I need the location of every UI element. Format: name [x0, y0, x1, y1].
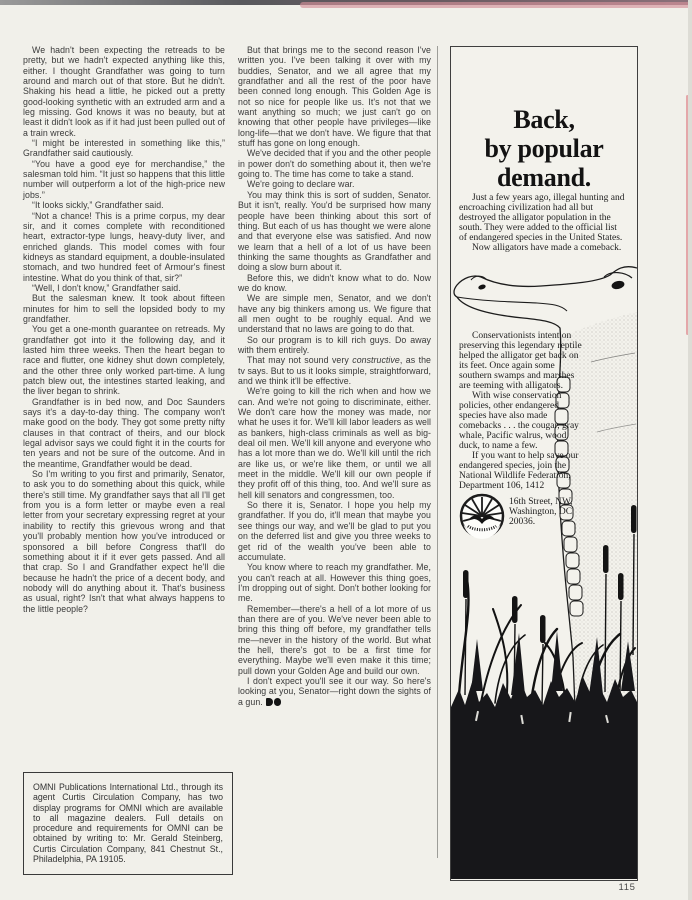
- ad-paragraph: With wise conservation policies, other endangered species have also made comebacks . . . the cougar, gray whale, Pacific walrus, wood duck, to name a few.: [459, 391, 579, 451]
- paragraph-text: I don't expect you'll see it our way. So here's looking at you, Senator—right down the sights of a gun.: [238, 675, 431, 707]
- ad-address-lines: [505, 493, 573, 527]
- address-line: 16th Street, NW,: [509, 497, 573, 507]
- end-of-article-icon: [266, 698, 281, 706]
- article-paragraph: We are simple men, Senator, and we don't have any big thinkers among us. We figure that all men ought to be roughly equal. And we understand that no laws are going to do that.: [238, 293, 431, 335]
- ad-body-copy: [459, 331, 585, 539]
- article-paragraph: [238, 676, 431, 707]
- publisher-info-box: OMNI Publications International Ltd., through its agent Curtis Circulation Company, has two display programs for OMNI which are available to all magazine dealers. Full details on procedure and requirements for OMNI can be obtained by writing to: Mr. Gerald Steinberg, Curtis Circulation Company, 841 Chestnut St., Philadelphia, PA 19105.: [23, 772, 233, 875]
- ad-headline-line: Back,: [513, 105, 575, 134]
- column-divider: [437, 46, 438, 858]
- ad-paragraph: If you want to help save our endangered species, join the National Wildlife Federation, Department 106, 1412: [459, 451, 579, 491]
- paragraph-text: That may not sound very: [247, 355, 353, 366]
- ad-paragraph: Conservationists intent on preserving this legendary reptile helped the alligator get back on its feet. Once again some southern swamps and marshes are teeming with alligators.: [459, 331, 582, 391]
- article-paragraph: Remember—there's a hell of a lot more of us than there are of you. We've never been able to bring this thing off before, my grandfather tells me—never in the history of the world. But what the hell, there's got to be a first time for everything. Maybe we'll even make it this time; pull down your Golden Age and build our own.: [238, 603, 431, 676]
- article-paragraph: Grandfather is in bed now, and Doc Saunders says it's a day-to-day thing. The company won't make good on the body. They got some pretty nifty clauses in that contract of theirs, and our block legal advisor says we could fight it in the courts for ten years and not be sure of the outcome. And in the meantime, Grandfather would be dead.: [23, 396, 225, 469]
- italic-word: constructive: [352, 355, 400, 366]
- article-paragraph: “Well, I don't know,” Grandfather said.: [32, 282, 181, 293]
- ad-intro-copy: [459, 193, 627, 253]
- article-paragraph: “You have a good eye for merchandise,” the salesman told him. “It just so happens that this little number will outperform a lot of the high-price new jobs.”: [23, 158, 225, 200]
- nwf-logo-icon: [459, 493, 505, 539]
- ad-paragraph: Now alligators have made a comeback.: [472, 243, 622, 253]
- article-paragraph: We're going to kill the rich when and how we can. And we're not going to discriminate, either. We don't care how the money was made, nor what he uses it for. We'll kill labor leaders as well as bankers, high-class criminals as well as big-deal oil men. We'll kill anyone and everyone who has a lot more than we do. We'll kill until the rich are like us, or we're like them, or until we all meet in the middle. We'll kill our own people if they profit off of this thing, too. And we'll sure as hell kill senators and congressmen, too.: [238, 386, 431, 500]
- article-paragraph: You may think this is sort of sudden, Senator. But it isn't, really. You'd be surprised how many people have been thinking about this sort of thing. But each of us has thought we were alone and that everyone else was satisfied. And now we learn that a hell of a lot of us have been thinking the same thoughts as Grandfather and doing a slow burn about it.: [238, 189, 431, 273]
- scan-artifact-edge: [688, 0, 692, 900]
- article-paragraph: We've decided that if you and the other people in power don't do something about it, then we're going to. The time has come to take a stand.: [238, 148, 431, 180]
- article-column-2: [238, 45, 431, 707]
- article-paragraph: So there it is, Senator. I hope you help my grandfather. If you do, it'll mean that maybe you see things our way, and we'll be glad to put you on the deferred list and give you three weeks to get rid of the wealth you've been able to accumulate.: [238, 500, 431, 562]
- article-paragraph: So I'm writing to you first and primarily, Senator, to ask you to do something about this quick, while there's still time. My grandfather says that all I'll get from you is a form letter or maybe even a real letter from your secretary expressing regret at your inability to rectify this grievous wrong and that you'll probably mention how you've introduced or sponsored a bill before Congress that'll do something about it if it ever gets passed. And all that crap. So I and Grandfather expect he'll die because he hadn't the price of a decent body, and nobody will do anything about it. That's business as usual, right? Isn't that what always happens to the little people?: [23, 469, 225, 614]
- article-paragraph: You get a one-month guarantee on retreads. My grandfather got into it the following day, and it lasted him three weeks. Then the heart began to race and flutter, one kidney shut down completely, and the other three only worked part-time. A lung patch blew out, the intestines started leaking, and the liver began to shrink.: [23, 324, 225, 397]
- article-paragraph: But the salesman knew. It took about fifteen minutes for him to sell the lopsided body to my grandfather.: [23, 293, 225, 324]
- article-paragraph: We hadn't been expecting the retreads to be pretty, but we hadn't expected anything like this, either. I thought Grandfather was going to turn around and march out of that store. But he didn't. Shaking his head a little, he picked out a pretty good-looking synthetic with an extruded arm and a leg missing. God knows it was no beauty, but at least it didn't look as if it had just been pulled out of a train wreck.: [23, 45, 225, 138]
- paragraph-text: , as the tv says. But to us it looks simple, straightforward, and we think it'll be effective.: [238, 355, 431, 386]
- ad-headline-line: by popular: [484, 134, 604, 163]
- address-line: 20036.: [509, 517, 536, 527]
- article-paragraph: [238, 355, 431, 386]
- address-line: Washington, DC: [509, 507, 573, 517]
- ad-paragraph: Just a few years ago, illegal hunting and encroaching civilization had all but destroyed the alligator population in the south. They were added to the official list of endangered species in the United States.: [459, 193, 625, 243]
- article-paragraph: Before this, we didn't know what to do. Now we do know.: [238, 272, 431, 293]
- article-paragraph: “I might be interested in something like this,” Grandfather said cautiously.: [23, 138, 225, 159]
- ad-address-block: [459, 493, 585, 539]
- article-paragraph: “It looks sickly,” Grandfather said.: [32, 200, 164, 211]
- article-column-1: [23, 45, 225, 614]
- article-paragraph: We're going to declare war.: [247, 179, 355, 190]
- ad-headline-line: demand.: [497, 163, 591, 192]
- page-number: 115: [618, 882, 636, 893]
- article-paragraph: But that brings me to the second reason I've written you. I've been talking it over with my buddies, Senator, and we all agree that my grandfather and all the rest of the poor have been conned long enough. This Golden Age is not so nice for people like us. It's not that we want anything so much; we just can't go on knowing that other people have privileges—like long-life—that we don't have. We figure that that stuff has gone on long enough.: [238, 45, 431, 149]
- article-paragraph: You know where to reach my grandfather. Me, you can't reach at all. However this thing goes, I'm dropping out of sight. Don't bother looking for me.: [238, 562, 431, 604]
- ad-headline: [451, 105, 637, 192]
- nwf-alligator-advertisement: [450, 46, 638, 881]
- article-paragraph: “Not a chance! This is a prime corpus, my dear sir, and it comes complete with reconditioned heart, extractor-type lungs, heavy-duty liver, and enriched glands. This model comes with four kidneys as standard equipment, a double-insulated stomach, and two hundred feet of Armour's finest intestine. What do you think of that, sir?”: [23, 210, 225, 283]
- scan-artifact-pink: [300, 2, 692, 8]
- article-paragraph: So our program is to kill rich guys. Do away with them entirely.: [238, 334, 431, 355]
